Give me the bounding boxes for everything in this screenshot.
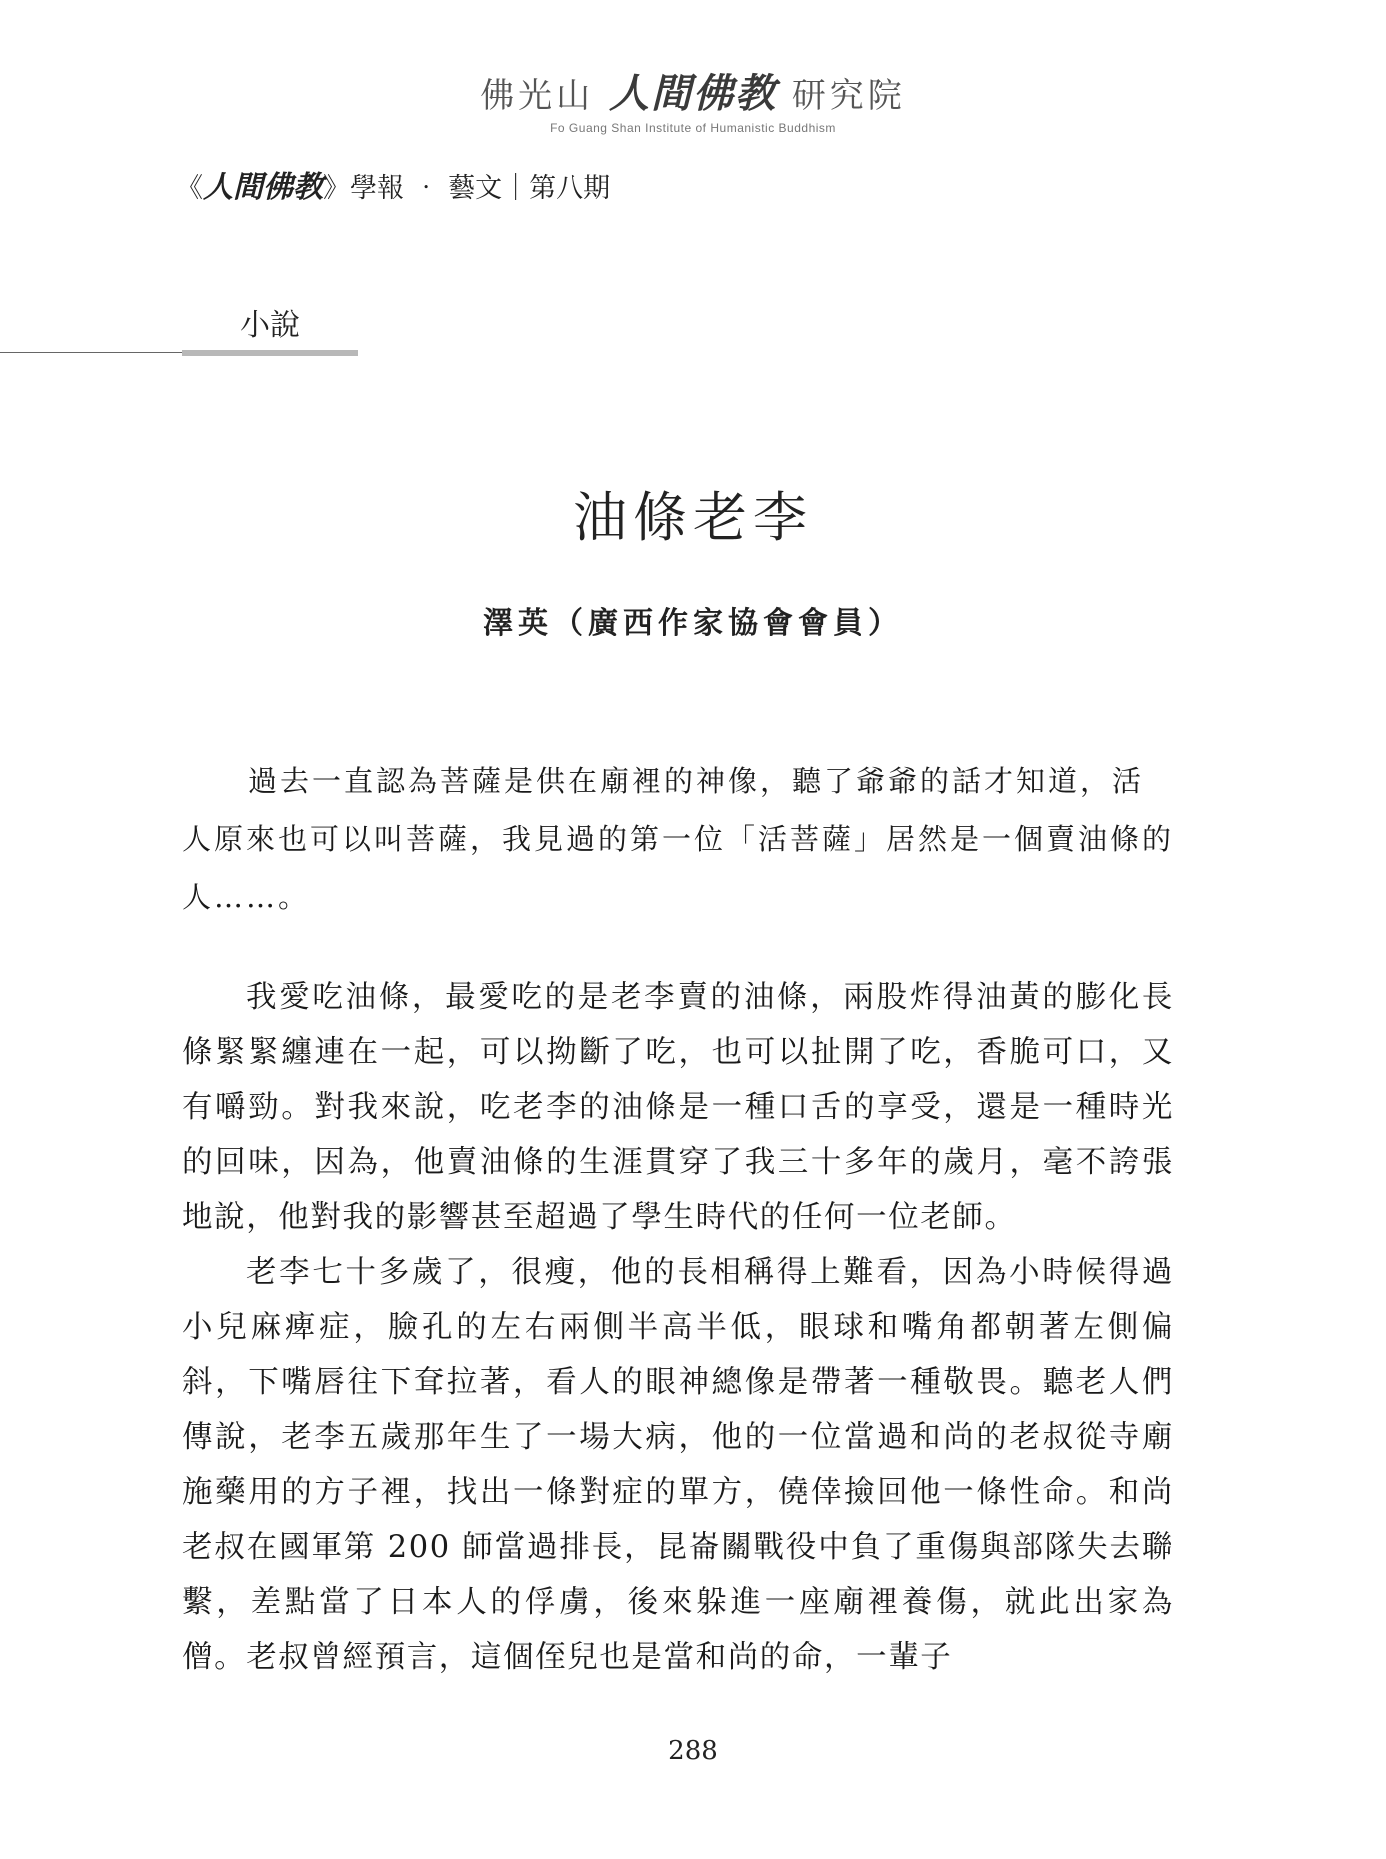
logo-prefix: 佛光山 xyxy=(480,76,595,116)
article-intro: 過去一直認為菩薩是供在廟裡的神像，聽了爺爺的話才知道，活人原來也可以叫菩薩，我見過的第一位「活菩薩」居然是一個賣油條的人……。 xyxy=(182,764,1175,914)
journal-issue: 》學報 ‧ 藝文｜第八期 xyxy=(323,173,611,204)
institute-english-name: Fo Guang Shan Institute of Humanistic Buddhism xyxy=(550,121,836,135)
article-title: 油條老李 xyxy=(573,486,813,549)
journal-open-quote: 《 xyxy=(176,173,203,204)
article-body xyxy=(182,970,1174,1685)
logo-brand: 人間佛教 xyxy=(609,70,777,117)
journal-header xyxy=(176,162,610,206)
journal-brand: 人間佛教 xyxy=(203,170,323,205)
page-number: 288 xyxy=(668,1736,718,1766)
body-paragraph: 我愛吃油條，最愛吃的是老李賣的油條，兩股炸得油黃的膨化長條緊緊纏連在一起，可以拗斷了吃，也可以扯開了吃，香脆可口，又有嚼勁。對我來說，吃老李的油條是一種口舌的享受，還是一種時光的回味，因為，他賣油條的生涯貫穿了我三十多年的歲月，毫不誇張地說，他對我的影響甚至超過了學生時代的任何一位老師。 xyxy=(182,980,1174,1235)
logo-suffix: 研究院 xyxy=(791,76,906,116)
institute-name xyxy=(0,62,1386,119)
body-paragraph: 老李七十多歲了，很瘦，他的長相稱得上難看，因為小時候得過小兒麻痺症，臉孔的左右兩側半高半低，眼球和嘴角都朝著左側偏斜，下嘴唇往下耷拉著，看人的眼神總像是帶著一種敬畏。聽老人們傳說，老李五歲那年生了一場大病，他的一位當過和尚的老叔從寺廟施藥用的方子裡，找出一條對症的單方，僥倖撿回他一條性命。和尚老叔在國軍第 200 師當過排長，昆崙關戰役中負了重傷與部隊失去聯繫，差點當了日本人的俘虜，後來躲進一座廟裡養傷，就此出家為僧。老叔曾經預言，這個侄兒也是當和尚的命，一輩子 xyxy=(182,1255,1174,1675)
section-divider-accent xyxy=(182,350,358,356)
section-label: 小說 xyxy=(240,308,300,343)
institute-logo xyxy=(0,62,1386,135)
article-author: 澤英（廣西作家協會會員） xyxy=(483,606,903,641)
